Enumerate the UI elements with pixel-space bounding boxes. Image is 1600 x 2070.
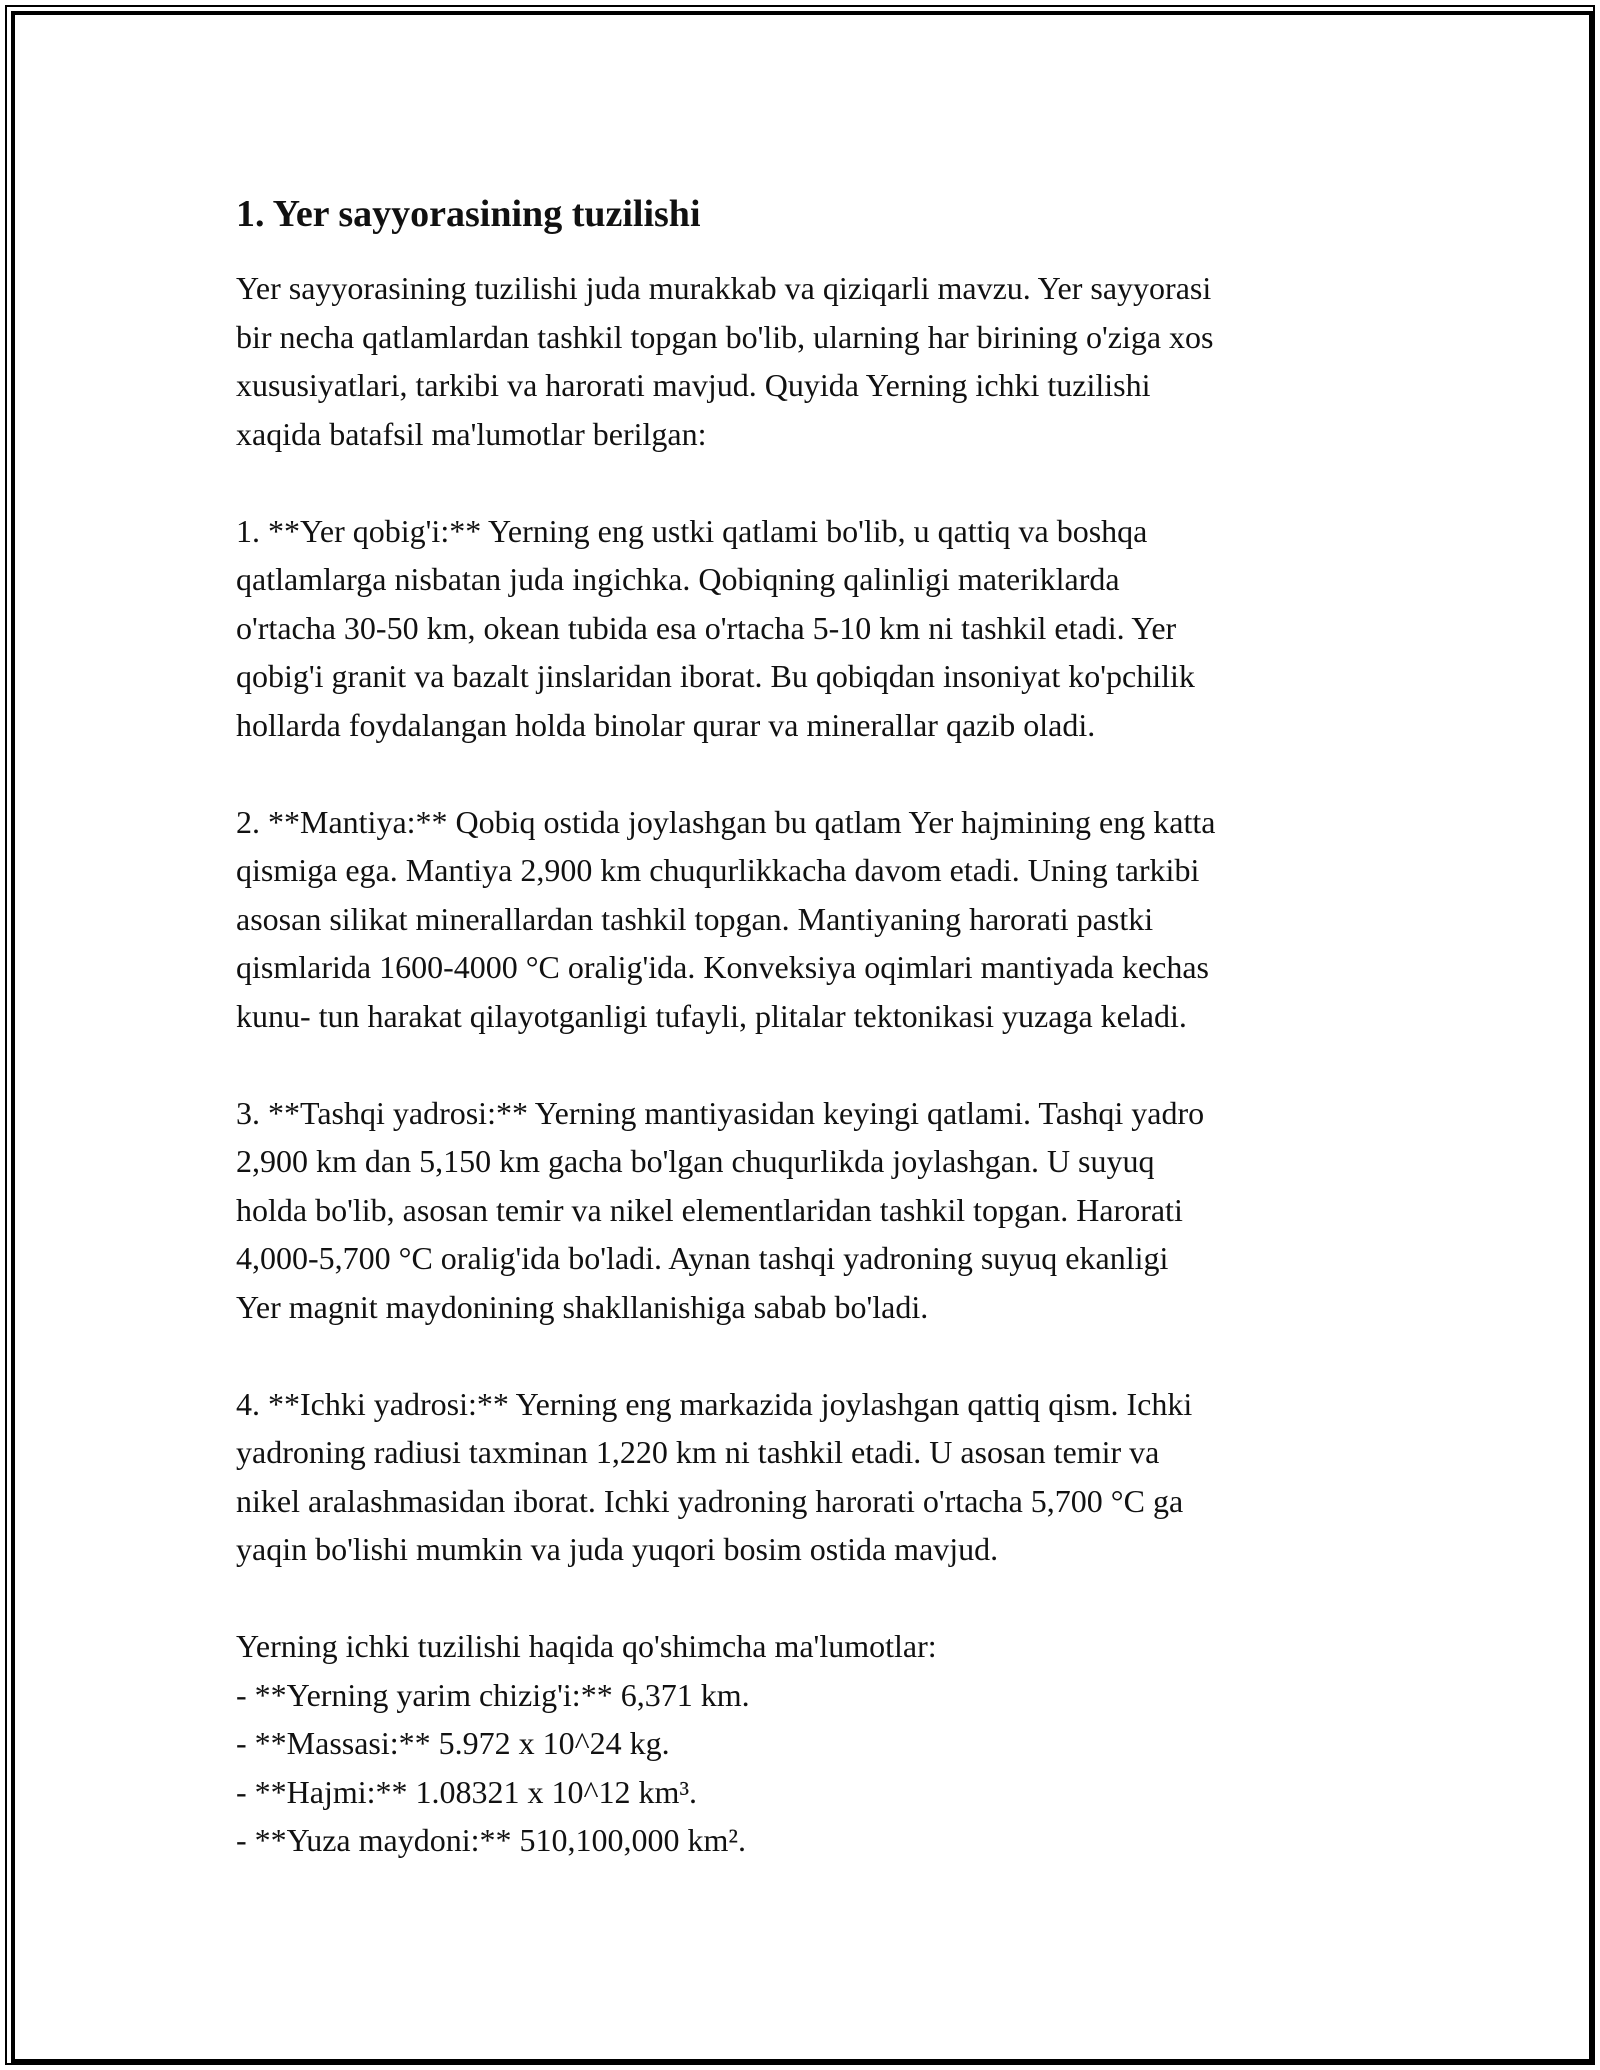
fact-item: - **Yerning yarim chizig'i:** 6,371 km. — [236, 1676, 750, 1713]
text-line: 4,000-5,700 °C oralig'ida bo'ladi. Aynan tashqi yadroning suyuq ekanligi — [236, 1240, 1169, 1276]
text-line: 2. **Mantiya:** Qobiq ostida joylashgan bu qatlam Yer hajmining eng katta — [236, 803, 1216, 840]
crust-paragraph — [236, 507, 1376, 750]
extra-facts-list — [236, 1622, 1376, 1865]
text-line: qatlamlarga nisbatan juda ingichka. Qobiqning qalinligi materiklarda — [236, 561, 1120, 597]
text-line: yaqin bo'lishi mumkin va juda yuqori bosim ostida mavjud. — [236, 1531, 999, 1567]
text-line: qismiga ega. Mantiya 2,900 km chuqurlikkacha davom etadi. Uning tarkibi — [236, 852, 1200, 888]
text-line: Yer magnit maydonining shakllanishiga sabab bo'ladi. — [236, 1288, 929, 1325]
text-line: 3. **Tashqi yadrosi:** Yerning mantiyasidan keyingi qatlami. Tashqi yadro — [236, 1094, 1205, 1131]
text-line: holda bo'lib, asosan temir va nikel elementlaridan tashkil topgan. Harorati — [236, 1191, 1183, 1228]
text-line: 4. **Ichki yadrosi:** Yerning eng markazida joylashgan qattiq qism. Ichki — [236, 1385, 1193, 1422]
fact-item: - **Massasi:** 5.972 x 10^24 kg. — [236, 1725, 670, 1761]
text-line: nikel aralashmasidan iborat. Ichki yadroning harorati o'rtacha 5,700 °C ga — [236, 1482, 1184, 1519]
fact-item: - **Hajmi:** 1.08321 x 10^12 km³. — [236, 1773, 698, 1810]
text-line: hollarda foydalangan holda binolar qurar va minerallar qazib oladi. — [236, 706, 1096, 743]
text-line: qismlarida 1600-4000 °C oralig'ida. Konveksiya oqimlari mantiyada kechas — [236, 949, 1209, 985]
text-line: kunu- tun harakat qilayotganligi tufayli, plitalar tektonikasi yuzaga keladi. — [236, 997, 1187, 1034]
intro-paragraph — [236, 264, 1376, 458]
page-title: 1. Yer sayyorasining tuzilishi — [236, 193, 701, 235]
text-line: yadroning radiusi taxminan 1,220 km ni tashkil etadi. U asosan temir va — [236, 1434, 1160, 1470]
text-line: bir necha qatlamlardan tashkil topgan bo'lib, ularning har birining o'ziga xos — [236, 318, 1214, 355]
facts-heading: Yerning ichki tuzilishi haqida qo'shimcha ma'lumotlar: — [236, 1628, 937, 1664]
fact-item: - **Yuza maydoni:** 510,100,000 km². — [236, 1822, 746, 1858]
text-line: qobig'i granit va bazalt jinslaridan iborat. Bu qobiqdan insoniyat ko'pchilik — [236, 658, 1195, 694]
text-line: 2,900 km dan 5,150 km gacha bo'lgan chuqurlikda joylashgan. U suyuq — [236, 1143, 1155, 1179]
text-line: o'rtacha 30-50 km, okean tubida esa o'rtacha 5-10 km ni tashkil etadi. Yer — [236, 609, 1177, 646]
mantle-paragraph — [236, 798, 1376, 1041]
inner-core-paragraph — [236, 1380, 1376, 1574]
outer-core-paragraph — [236, 1089, 1376, 1332]
text-line: xususiyatlari, tarkibi va harorati mavjud. Quyida Yerning ichki tuzilishi — [236, 367, 1151, 403]
text-line: 1. **Yer qobig'i:** Yerning eng ustki qatlami bo'lib, u qattiq va boshqa — [236, 512, 1148, 549]
text-line: xaqida batafsil ma'lumotlar berilgan: — [236, 415, 707, 452]
document-body — [236, 186, 1376, 1865]
text-line: asosan silikat minerallardan tashkil topgan. Mantiyaning harorati pastki — [236, 900, 1154, 937]
text-line: Yer sayyorasining tuzilishi juda murakkab va qiziqarli mavzu. Yer sayyorasi — [236, 270, 1212, 306]
